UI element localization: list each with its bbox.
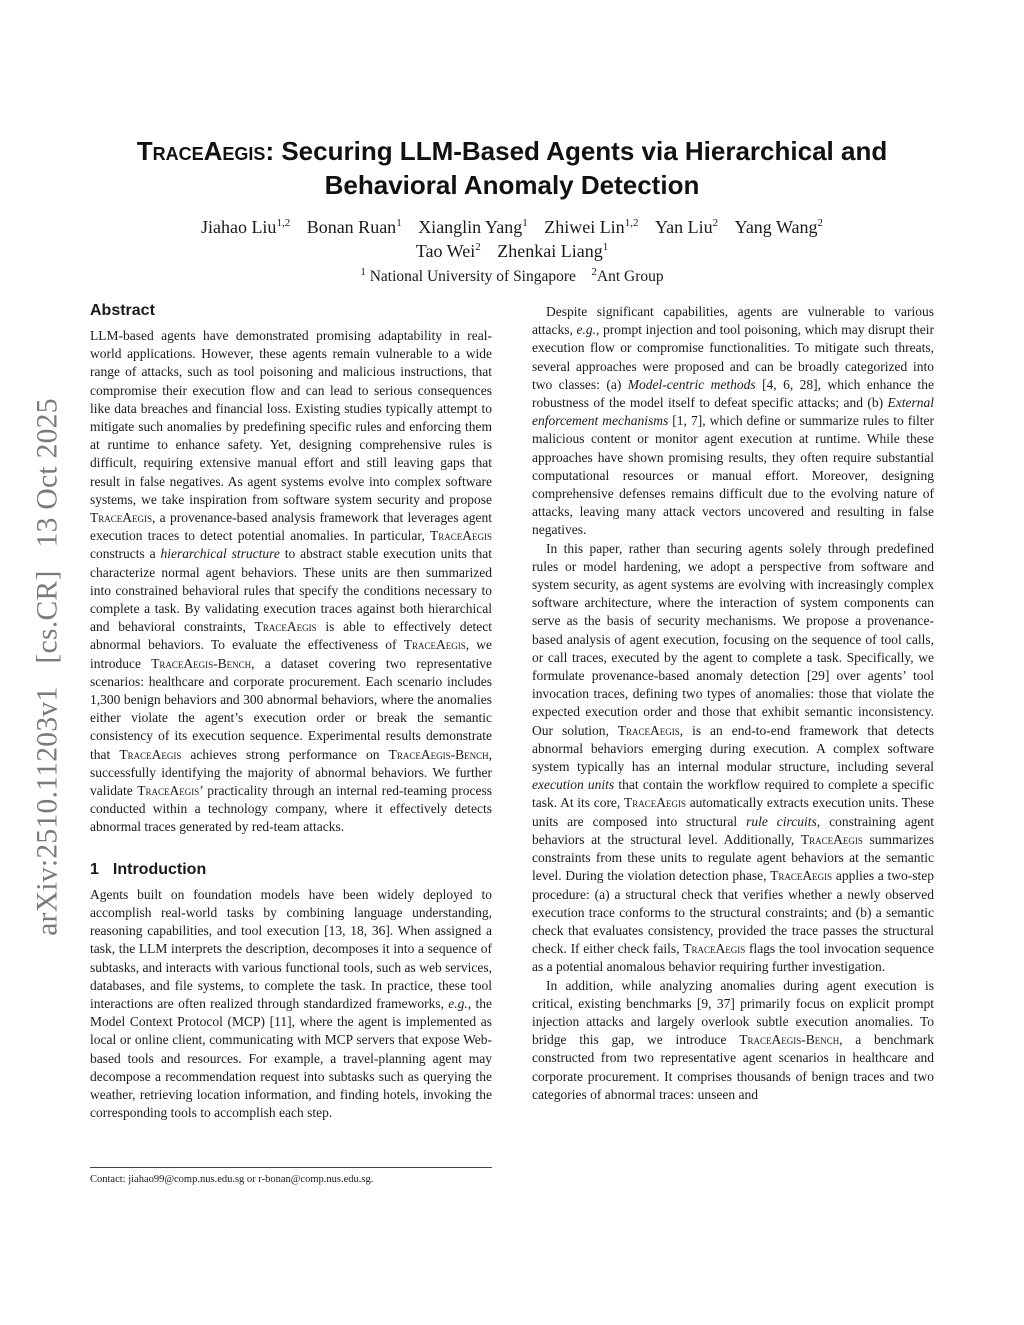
affiliations	[90, 265, 934, 286]
affiliation: $^1$ National University of Singapore	[360, 265, 576, 285]
author: Zhenkai Liang$^1$	[497, 241, 609, 261]
left-column	[90, 300, 492, 1122]
author: Bonan Ruan$^1$	[306, 217, 402, 237]
intro-paragraph-4: In addition, while analyzing anomalies during agent execution is critical, existing benchmarks [9, 37] primarily focus on explicit prompt injection attacks and largely overlook subtle execution anomalies. To bridge this gap, we introduce TraceAegis-Bench, a benchmark constructed from two representative agent scenarios in healthcare and corporate procurement. It comprises thousands of benign traces and two categories of abnormal traces: unseen and	[532, 977, 934, 1102]
arxiv-identifier: arXiv:2510.11203v1 [cs.CR] 13 Oct 2025	[31, 398, 64, 936]
author: Xianglin Yang$^1$	[418, 217, 528, 237]
author: Yang Wang$^2$	[734, 217, 824, 237]
paper-title: TraceAegis: Securing LLM-Based Agents via Hierarchical and Behavioral Anomaly Detection	[136, 136, 888, 200]
right-column	[532, 303, 934, 1104]
abstract-text: LLM-based agents have demonstrated promising adaptability in real-world applications. However, these agents remain vulnerable to a wide range of attacks, such as tool poisoning and malicious instructions, that compromise their execution flow and can lead to serious consequences like data breaches and financial loss. Existing studies typically attempt to mitigate such anomalies by predefining specific rules and enforcing them at runtime to enhance safety. Yet, designing comprehensive rules is difficult, requiring extensive manual effort and still leaving gaps that result in false negatives. As agent systems evolve into complex software systems, we take inspiration from software system security and propose TraceAegis, a provenance-based analysis framework that leverages agent execution traces to detect potential anomalies. In particular, TraceAegis constructs a hierarchical structure to abstract stable execution units that characterize normal agent behaviors. These units are then summarized into constrained behavioral rules that specify the conditions necessary to complete a task. By validating execution traces against both hierarchical and behavioral constraints, TraceAegis is able to effectively detect abnormal behaviors. To evaluate the effectiveness of TraceAegis, we introduce TraceAegis-Bench, a dataset covering two representative scenarios: healthcare and corporate procurement. Each scenario includes 1,300 benign behaviors and 300 abnormal behaviors, where the anomalies either violate the agent’s execution order or break the semantic consistency of its execution sequence. Experimental results demonstrate that TraceAegis achieves strong performance on TraceAegis-Bench, successfully identifying the majority of abnormal behaviors. We further validate TraceAegis’ practicality through an internal red-teaming process conducted within a technology company, where it effectively detects abnormal traces generated by red-team attacks.	[90, 328, 493, 835]
intro-paragraph-1: Agents built on foundation models have been widely deployed to accomplish real-world tasks by combining language understanding, reasoning capabilities, and tool execution [13, 18, 36]. When assigned a task, the LLM interprets the description, decomposes it into a sequence of subtasks, and interacts with various functional tools, such as web services, databases, and file systems, to complete the task. In practice, these tool interactions are often realized through standardized frameworks, e.g., the Model Context Protocol (MCP) [11], where the agent is implemented as local or online client, communicating with MCP servers that expose Web-based tools and resources. For example, a travel-planning agent may decompose a recommendation request into subtasks such as querying the weather, retrieving location information, and finding hotels, invoking the corresponding tools to accomplish each step.	[90, 886, 492, 1121]
intro-paragraph-3: In this paper, rather than securing agents solely through predefined rules or model hardening, we adopt a perspective from software and system security, as agent systems are evolving with increasingly complex software architecture, where the interaction of system components can serve as the basis of security mechanisms. We propose a provenance-based analysis of agent execution, focusing on the sequence of tool calls, or call traces, executed by the agent to complete a task. Specifically, we formulate provenance-based anomaly detection [29] over agents’ tool invocation traces, defining two types of anomalies: those that violate the expected execution order and those that exhibit semantic inconsistency. Our solution, TraceAegis, is an end-to-end framework that detects abnormal behaviors emerging during execution. A complex software system typically has an internal modular structure, including several execution units that contain the workflow required to complete a specific task. At its core, TraceAegis automatically extracts execution units. These units are composed into structural rule circuits, constraining agent behaviors at the structural level. Additionally, TraceAegis summarizes constraints from these units to regulate agent behaviors at the semantic level. During the violation detection phase, TraceAegis applies a two-step procedure: (a) a structural check that verifies whether a newly observed execution trace conforms to the structural constraints; and (b) a semantic check that evaluates consistency, provided the trace passes the structural check. If either check fails, TraceAegis flags the tool invocation sequence as a potential anomalous behavior requiring further investigation.	[532, 540, 935, 975]
author-list	[90, 215, 934, 263]
author: Yan Liu$^2$	[654, 217, 719, 237]
contact-footnote: Contact: jiahao99@comp.nus.edu.sg or r-bonan@comp.nus.edu.sg.	[90, 1167, 492, 1186]
author: Zhiwei Lin$^{1,2}$	[544, 217, 639, 237]
author: Jiahao Liu$^{1,2}$	[200, 217, 291, 237]
introduction-heading: 1 Introduction	[90, 860, 207, 878]
title-system-name: TraceAegis	[136, 136, 266, 166]
intro-paragraph-2: Despite significant capabilities, agents are vulnerable to various attacks, e.g., prompt injection and tool poisoning, which may disrupt their execution flow or compromise functionalities. To mitigate such threats, several approaches were proposed and can be broadly categorized into two classes: (a) Model-centric methods [4, 6, 28], which enhance the robustness of the model itself to defeat specific attacks; and (b) External enforcement mechanisms [1, 7], which define or summarize rules to filter malicious content or monitor agent execution at runtime. While these approaches have shown promising results, they often require substantial computational resources or manual effort. Moreover, designing comprehensive defenses remains difficult due to the evolving nature of attacks, leaving many attack vectors uncovered and resulting in false negatives.	[532, 304, 934, 538]
author: Tao Wei$^2$	[415, 241, 481, 261]
affiliation: $^2$Ant Group	[591, 265, 664, 285]
abstract-heading: Abstract	[90, 302, 155, 319]
